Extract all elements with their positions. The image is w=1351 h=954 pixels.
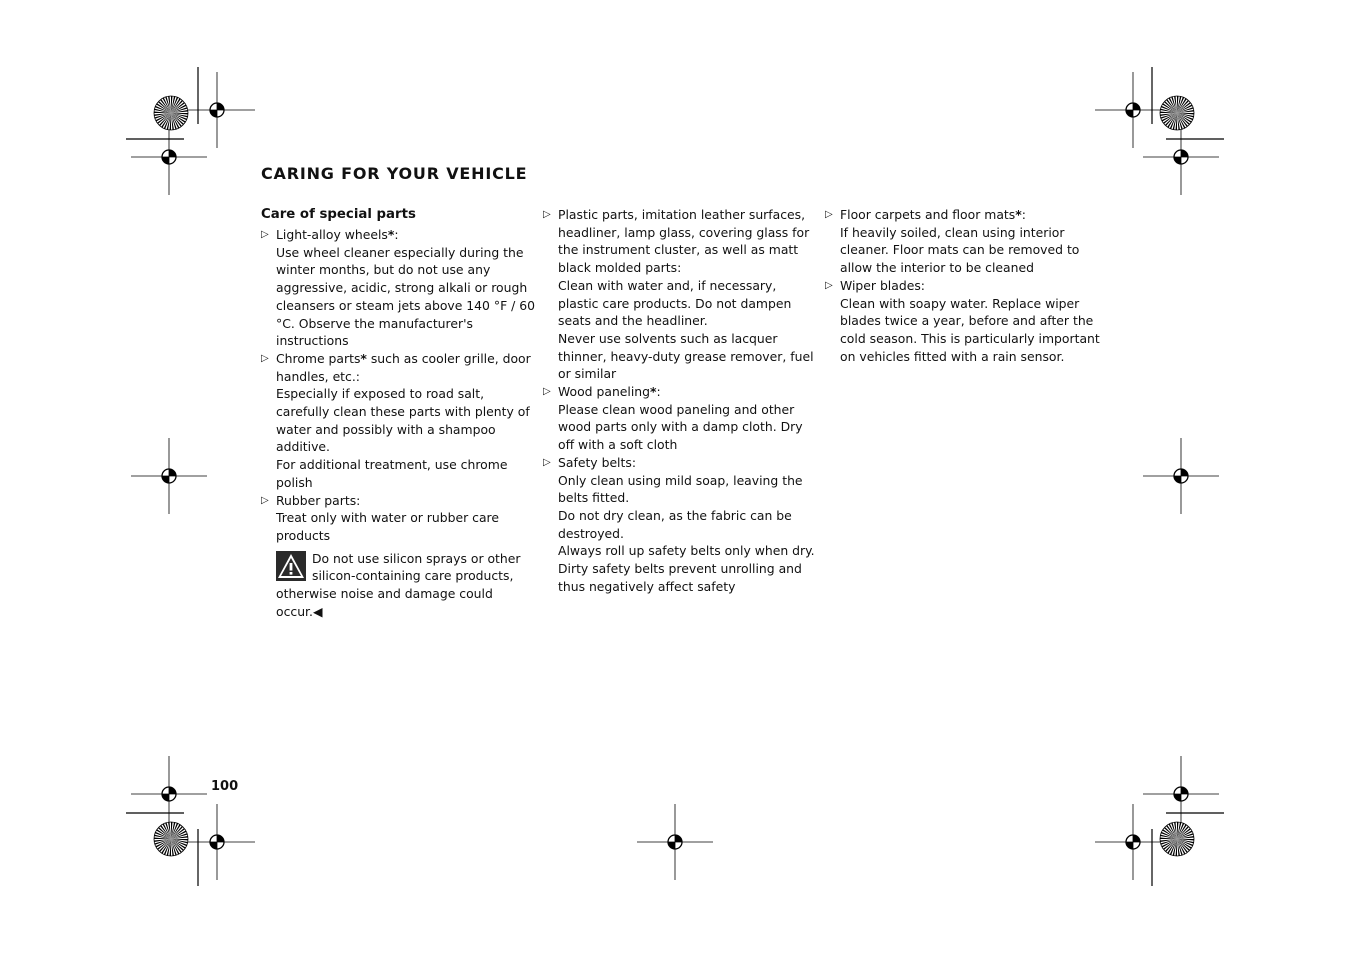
- item-body: Use wheel cleaner especially during the winter months, but do not use any aggressive, acidic, strong alkali or rough cleansers or steam jets above 140 °F / 60 °C. Observe the manufacturer's instructions: [276, 244, 536, 349]
- bullet-triangle-icon: ▷: [543, 386, 551, 398]
- item-body: Always roll up safety belts only when dry. Dirty safety belts prevent unrolling and thus negatively affect safety: [558, 543, 815, 594]
- starburst-target-icon: [1160, 96, 1194, 130]
- bullet-triangle-icon: ▷: [261, 352, 269, 364]
- starburst-target-icon: [154, 822, 188, 856]
- item-body: Never use solvents such as lacquer thinner, heavy-duty grease remover, fuel or similar: [558, 330, 814, 382]
- list-item: [261, 350, 537, 492]
- starburst-target-icon: [154, 96, 188, 130]
- item-body: Clean with water and, if necessary, plastic care products. Do not dampen seats and the headliner.: [558, 277, 792, 329]
- warning-text: Do not use silicon sprays or other silicon-containing care products, otherwise noise and damage could occur.◀: [276, 550, 521, 619]
- item-title: Plastic parts, imitation leather surfaces, headliner, lamp glass, covering glass for the instrument cluster, as well as matt black molded parts:: [558, 207, 810, 276]
- list-item: [543, 383, 818, 454]
- list-item: [261, 226, 537, 350]
- list-item: [825, 206, 1100, 277]
- item-title: Light-alloy wheels*:: [276, 227, 399, 242]
- list-item: [261, 492, 537, 545]
- item-body: Clean with soapy water. Replace wiper blades twice a year, before and after the cold season. This is particularly important on vehicles fitted with a rain sensor.: [840, 295, 1100, 364]
- item-body: Treat only with water or rubber care products: [276, 510, 499, 543]
- item-body: Especially if exposed to road salt, carefully clean these parts with plenty of water and possibly with a shampoo additive.: [276, 386, 530, 455]
- column-2: [543, 206, 818, 595]
- list-item: [825, 277, 1100, 366]
- bullet-triangle-icon: ▷: [825, 209, 833, 220]
- bullet-triangle-icon: ▷: [543, 209, 551, 220]
- item-title: Chrome parts* such as cooler grille, door handles, etc.:: [276, 350, 531, 384]
- item-body: Only clean using mild soap, leaving the belts fitted.: [558, 472, 803, 506]
- list-item: [543, 454, 818, 596]
- item-body: Do not dry clean, as the fabric can be destroyed.: [558, 507, 792, 541]
- bullet-triangle-icon: ▷: [261, 494, 269, 506]
- item-title: Rubber parts:: [276, 492, 361, 508]
- section-title: CARING FOR YOUR VEHICLE: [261, 164, 528, 183]
- column-3: [825, 206, 1100, 365]
- item-body: Please clean wood paneling and other wood parts only with a damp cloth. Dry off with a soft cloth: [558, 401, 803, 453]
- item-body: For additional treatment, use chrome polish: [276, 457, 508, 490]
- item-title: Wood paneling*:: [558, 384, 661, 400]
- sub-heading: Care of special parts: [261, 207, 416, 222]
- item-title: Safety belts:: [558, 454, 636, 470]
- warning-note: [276, 550, 537, 621]
- bullet-triangle-icon: ▷: [261, 229, 269, 240]
- item-title: Wiper blades:: [840, 277, 925, 293]
- bullet-triangle-icon: ▷: [825, 279, 833, 291]
- item-title: Floor carpets and floor mats*:: [840, 207, 1026, 222]
- bullet-triangle-icon: ▷: [543, 456, 551, 468]
- end-mark-icon: ◀: [312, 603, 323, 619]
- item-body: If heavily soiled, clean using interior cleaner. Floor mats can be removed to allow the interior to be cleaned: [840, 224, 1080, 276]
- page-number: 100: [211, 779, 239, 794]
- list-item: [543, 206, 818, 383]
- warning-triangle-icon: [276, 551, 306, 581]
- starburst-target-icon: [1160, 822, 1194, 856]
- column-1: [261, 206, 537, 620]
